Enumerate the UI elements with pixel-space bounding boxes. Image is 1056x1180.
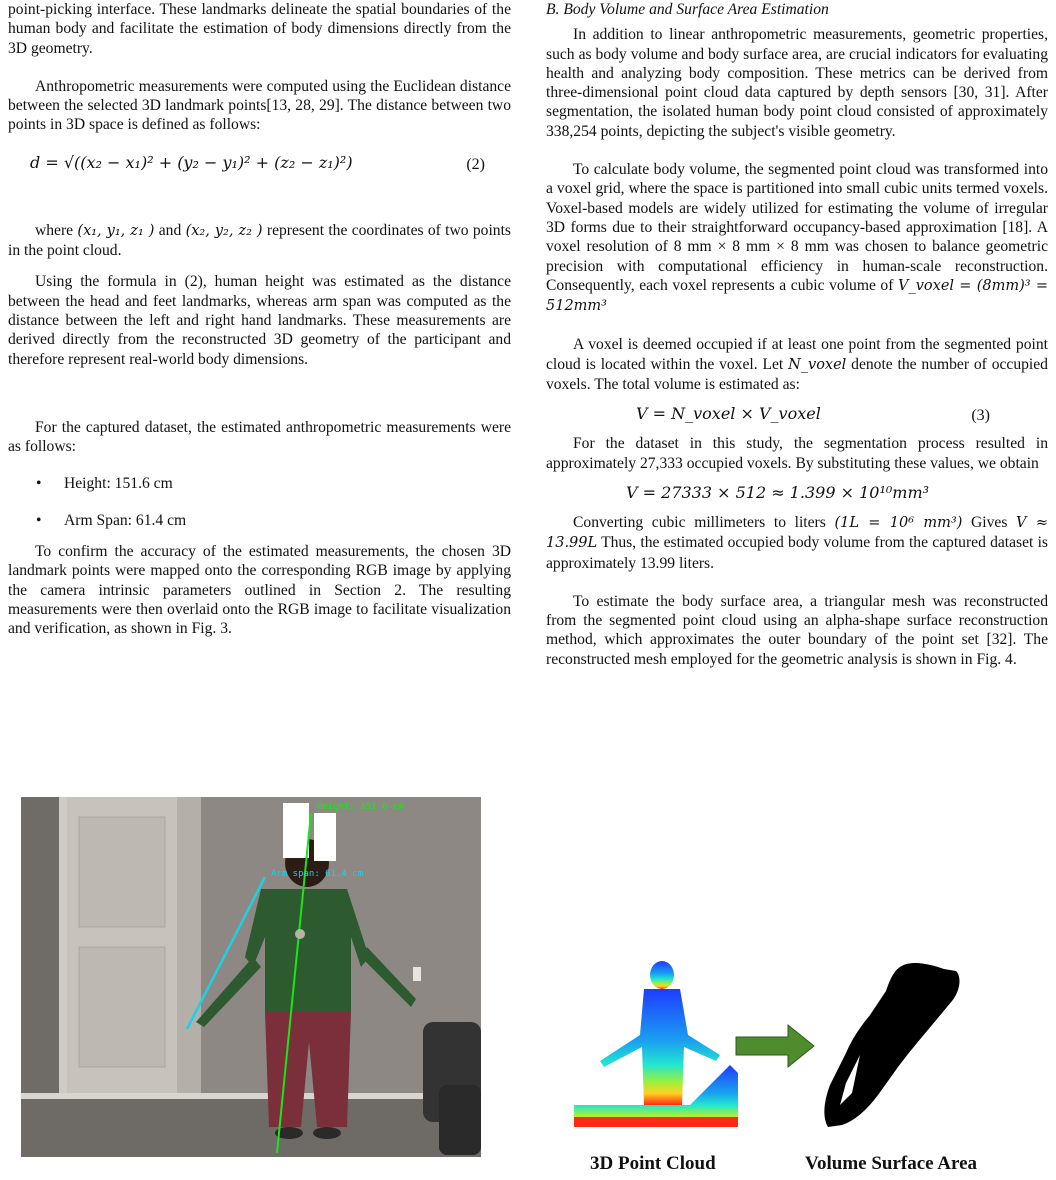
equation-4 [546,477,1048,513]
equation-number: (2) [466,155,485,173]
arm-span-label: Arm span: 61.4 cm [271,869,364,879]
paragraph: Anthropometric measurements were computed using the Euclidean distance between the selected 3D landmark points[13, 28, 29]. The distance between two points in 3D space is defined as follows: [8,77,511,134]
list-item: • Arm Span: 61.4 cm [8,511,511,530]
mesh-silhouette [824,963,959,1127]
paragraph: For the captured dataset, the estimated anthropometric measurements were as follows: [8,418,511,456]
paragraph: where (x₁, y₁, z₁ ) and (x₂, y₂, z₂ ) represent the coordinates of two points in the point cloud. [8,221,511,260]
figure-4-illustration [560,955,1050,1145]
equation-body: V = N_voxel × V_voxel [636,404,821,424]
left-column [8,0,511,639]
point-cloud-image [574,961,738,1127]
paragraph: To estimate the body surface area, a triangular mesh was reconstructed from the segmented point cloud using an alpha-shape surface reconstruction method, which approximates the outer boundary of the point set [32]. The reconstructed mesh employed for the geometric analysis is shown in Fig. 4. [546,592,1048,668]
caption-point-cloud: 3D Point Cloud [590,1153,716,1174]
equation-3 [546,398,1048,434]
paragraph: Converting cubic millimeters to liters (1L = 10⁶ mm³) Gives V ≈ 13.99L Thus, the estimated occupied body volume from the captured dataset is approximately 13.99 liters. [546,513,1048,572]
equation-body: d = √((x₂ − x₁)² + (y₂ − y₁)² + (z₂ − z₁)²) [30,152,353,172]
equation-number: (3) [971,407,990,425]
paragraph: To calculate body volume, the segmented point cloud was transformed into a voxel grid, where the space is partitioned into small cubic units termed voxels. Voxel-based models are widely utilized for estimating the volume of irregular 3D forms due to their straightforward occupancy-based approximation [18]. A voxel resolution of 8 mm × 8 mm × 8 mm was chosen to balance geometric precision with computational efficiency in human-scale reconstruction. Consequently, each voxel represents a cubic volume of V_voxel = (8mm)³ = 512mm³ [546,161,1048,315]
photo-illustration [21,797,481,1157]
right-column [546,0,1048,669]
equation-2 [8,147,511,187]
list-item: • Height: 151.6 cm [8,474,511,493]
caption-volume-surface-area: Volume Surface Area [805,1153,978,1174]
paragraph: A voxel is deemed occupied if at least one point from the segmented point cloud is located within the voxel. Let N_voxel denote the number of occupied voxels. The total volume is estimated as: [546,336,1048,394]
paragraph: For the dataset in this study, the segmentation process resulted in approximately 27,333 occupied voxels. By substituting these values, we obtain [546,435,1048,472]
figure-4 [560,955,1050,1180]
paragraph: In addition to linear anthropometric measurements, geometric properties, such as body volume and body surface area, are crucial indicators for evaluating health and analyzing body composition. These metrics can be derived from three-dimensional point cloud data captured by depth sensors [30, 31]. After segmentation, the isolated human body point cloud consisted of approximately 338,254 points, depicting the subject's visible geometry. [546,26,1048,140]
figure-3-photo [21,797,481,1157]
height-label: Height: 151.6 cm [317,802,404,812]
paragraph: point-picking interface. These landmarks delineate the spatial boundaries of the human body and facilitate the estimation of body dimensions directly from the 3D geometry. [8,1,511,57]
paragraph: To confirm the accuracy of the estimated measurements, the chosen 3D landmark points were mapped onto the corresponding RGB image by applying the camera intrinsic parameters outlined in Section 2. The resulting measurements were then overlaid onto the RGB image to facilitate visualization and verification, as shown in Fig. 3. [8,543,511,638]
section-heading: B. Body Volume and Surface Area Estimation [546,1,829,18]
arrow-icon [736,1025,814,1067]
equation-body: V = 27333 × 512 ≈ 1.399 × 10¹⁰mm³ [626,482,930,502]
paragraph: Using the formula in (2), human height was estimated as the distance between the head and feet landmarks, whereas arm span was computed as the distance between the left and right hand landmarks. These measurements are derived directly from the reconstructed 3D geometry of the participant and therefore represent real-world body dimensions. [8,273,511,368]
